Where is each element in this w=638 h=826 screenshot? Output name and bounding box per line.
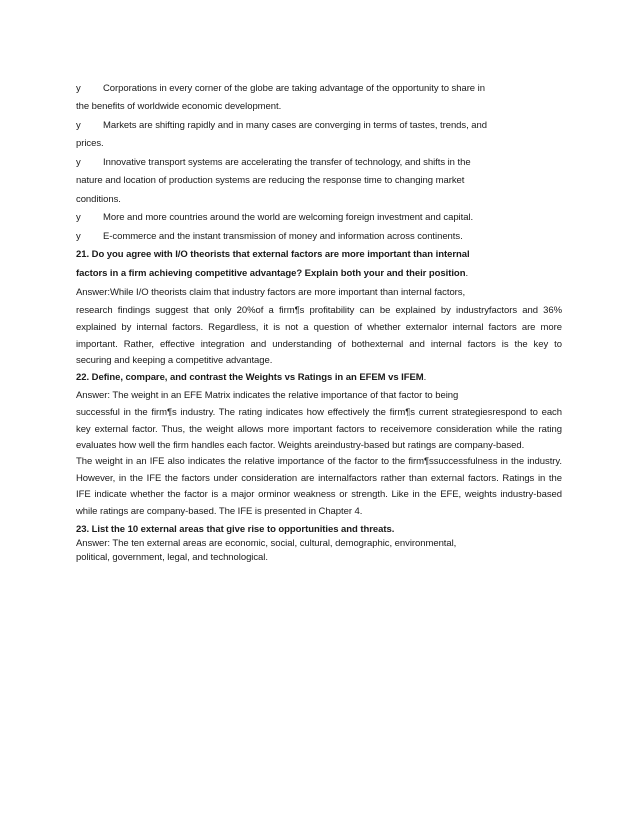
bullet-text: E-commerce and the instant transmission of money and information across continents. bbox=[103, 231, 463, 242]
bullet-marker: y bbox=[76, 212, 81, 223]
answer-22-line: evaluates how well the firm handles each factor. Weights areindustry-based but ratings are company-based. bbox=[76, 440, 525, 451]
question-21-heading-text: factors in a firm achieving competitive advantage? Explain both your and their position bbox=[76, 268, 466, 279]
answer-21-line: important. Rather, effective integration and understanding of bothexternal and internal factors is the key to bbox=[76, 339, 562, 350]
answer-21-line: research findings suggest that only 20%of a firm¶s profitability can be explained by industryfactors and 36% bbox=[76, 305, 562, 316]
answer-22-line: However, in the IFE the factors under consideration are internalfactors rather than external factors. Ratings in the bbox=[76, 473, 562, 484]
answer-23-line: Answer: The ten external areas are economic, social, cultural, demographic, environmental, bbox=[76, 538, 457, 549]
bullet-marker: y bbox=[76, 83, 81, 94]
question-22-period: . bbox=[423, 372, 427, 383]
question-21-period: . bbox=[465, 268, 469, 279]
answer-22-line: Answer: The weight in an EFE Matrix indicates the relative importance of that factor to being bbox=[76, 390, 459, 401]
answer-22-line: while ratings are company-based. The IFE is presented in Chapter 4. bbox=[76, 506, 363, 517]
answer-23-line: political, government, legal, and technological. bbox=[76, 552, 268, 563]
bullet-marker: y bbox=[76, 231, 81, 242]
answer-22-line: successful in the firm¶s industry. The rating indicates how effectively the firm¶s current strategiesrespond to each bbox=[76, 407, 562, 418]
bullet-continuation: the benefits of worldwide economic development. bbox=[76, 101, 282, 112]
question-21-heading-line2 bbox=[76, 268, 562, 280]
answer-21-line: securing and keeping a competitive advantage. bbox=[76, 355, 273, 366]
answer-22-line: The weight in an IFE also indicates the relative importance of the factor to the firm¶ssuccessfulness in the industry. bbox=[76, 456, 562, 467]
answer-21-line: explained by internal factors. Regardless, it is not a question of whether externalor internal factors are more bbox=[76, 322, 562, 333]
bullet-marker: y bbox=[76, 157, 81, 168]
answer-21-line: Answer:While I/O theorists claim that industry factors are more important than internal factors, bbox=[76, 287, 466, 298]
question-21-heading: 21. Do you agree with I/O theorists that external factors are more important than internal bbox=[76, 249, 470, 260]
bullet-continuation: nature and location of production systems are reducing the response time to changing market bbox=[76, 175, 465, 186]
bullet-continuation: prices. bbox=[76, 138, 104, 149]
answer-22-line: key external factor. Thus, the weight allows more important factors to receivemore consideration while the rating bbox=[76, 424, 562, 435]
question-22-heading: 22. Define, compare, and contrast the Weights vs Ratings in an EFEM vs IFEM bbox=[76, 372, 424, 383]
bullet-continuation: conditions. bbox=[76, 194, 121, 205]
question-23-heading: 23. List the 10 external areas that give rise to opportunities and threats. bbox=[76, 524, 395, 535]
bullet-text: Markets are shifting rapidly and in many cases are converging in terms of tastes, trends, and bbox=[103, 120, 487, 131]
question-22-heading-line bbox=[76, 372, 562, 384]
answer-22-line: IFE indicate whether the factor is a major orminor weakness or strength. Like in the EFE, weights industry-based bbox=[76, 489, 562, 500]
bullet-text: Innovative transport systems are accelerating the transfer of technology, and shifts in the bbox=[103, 157, 471, 168]
bullet-text: More and more countries around the world are welcoming foreign investment and capital. bbox=[103, 212, 474, 223]
bullet-marker: y bbox=[76, 120, 81, 131]
bullet-text: Corporations in every corner of the globe are taking advantage of the opportunity to share in bbox=[103, 83, 485, 94]
